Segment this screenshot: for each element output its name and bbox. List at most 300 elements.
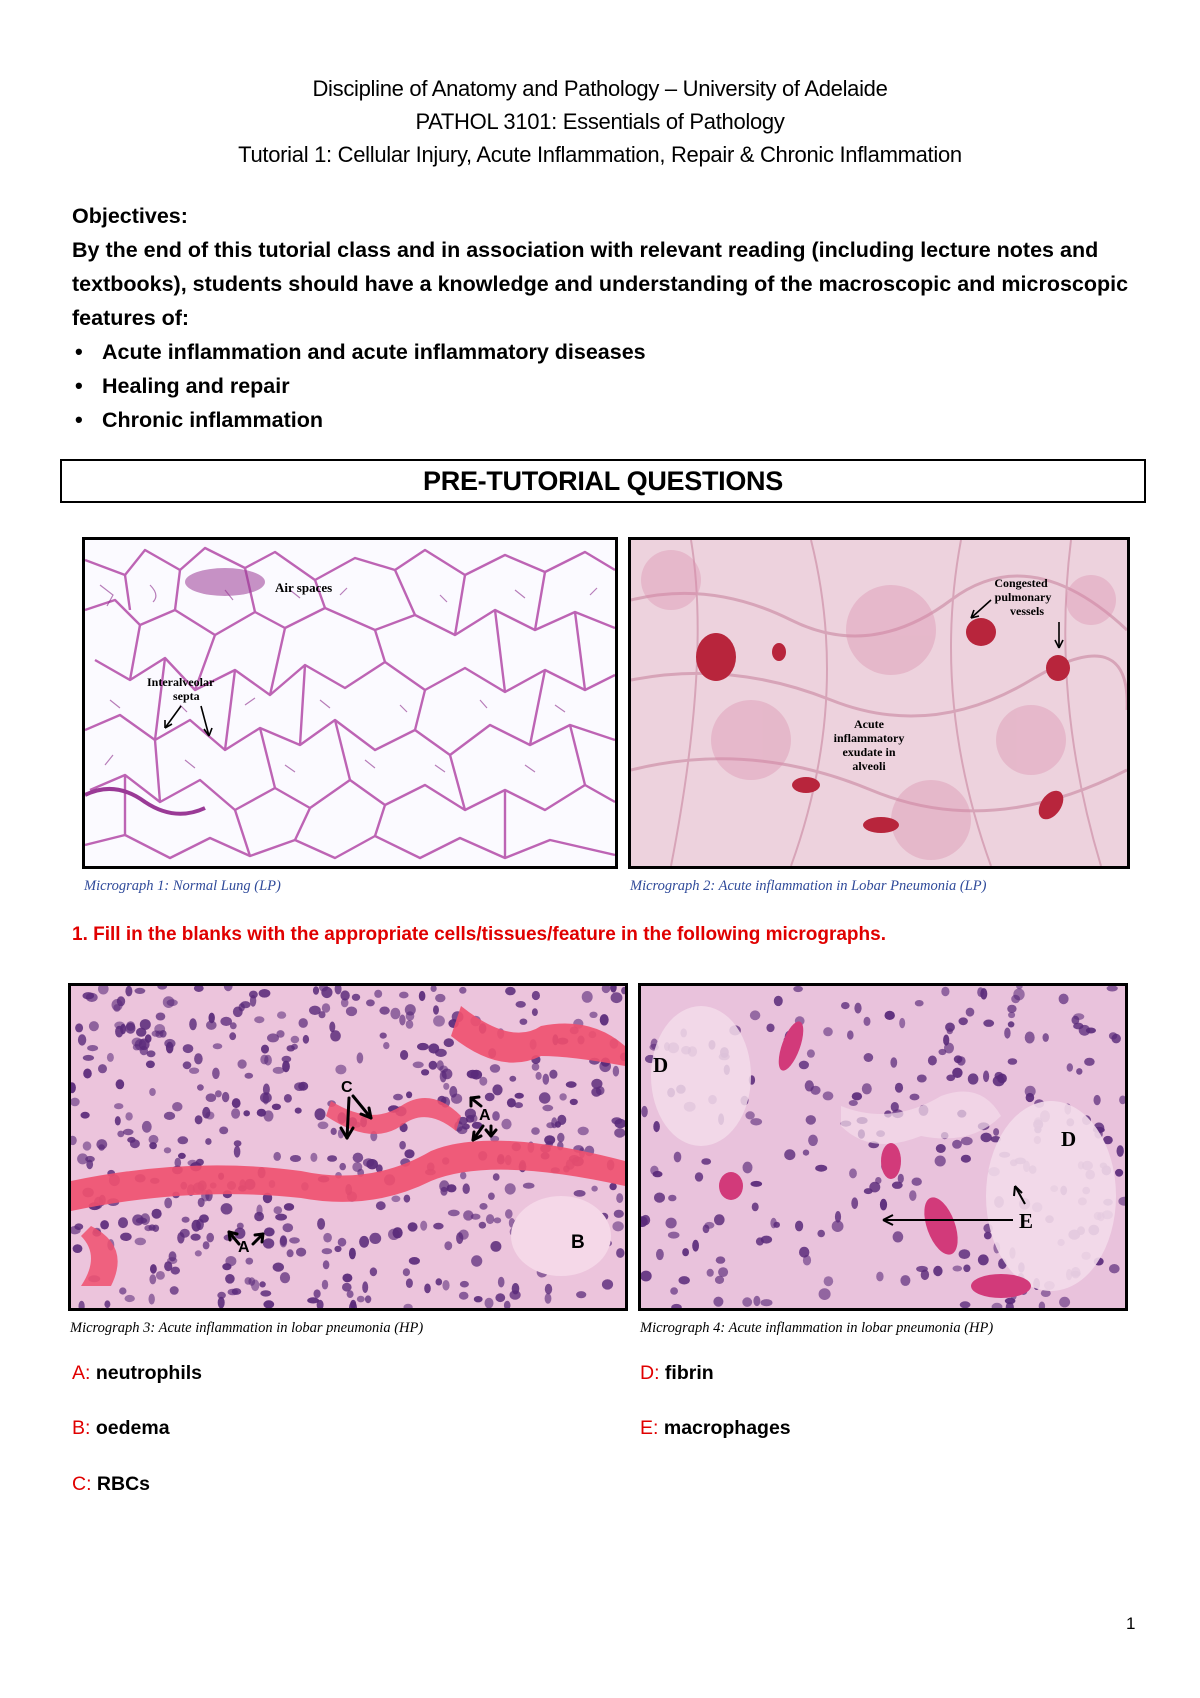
cell-nucleus	[1079, 1025, 1091, 1036]
cell-nucleus	[419, 991, 426, 1001]
cell-nucleus	[695, 1172, 703, 1181]
cell-nucleus	[346, 1007, 357, 1017]
cell-nucleus	[171, 1267, 180, 1275]
cell-nucleus	[98, 1064, 107, 1073]
cell-nucleus	[566, 1081, 577, 1088]
cell-nucleus	[966, 1008, 975, 1017]
cell-nucleus	[291, 1036, 300, 1043]
cell-nucleus	[164, 1112, 175, 1120]
cell-nucleus	[1059, 1297, 1070, 1308]
cell-nucleus	[296, 1248, 306, 1257]
cell-nucleus	[928, 1056, 937, 1066]
cell-nucleus	[273, 1067, 285, 1074]
cell-nucleus	[424, 1284, 431, 1294]
cell-nucleus	[515, 1093, 524, 1099]
cell-nucleus	[1072, 1016, 1080, 1025]
cell-nucleus	[546, 1122, 554, 1128]
answer-E-value: macrophages	[663, 1417, 791, 1439]
cell-nucleus	[656, 1249, 664, 1260]
cell-nucleus	[495, 1293, 505, 1302]
cell-nucleus	[437, 1060, 444, 1070]
answer-D-label: D:	[640, 1362, 660, 1384]
cell-nucleus	[1109, 1264, 1120, 1273]
cell-nucleus	[531, 1127, 540, 1135]
cell-nucleus	[123, 1129, 134, 1135]
cell-nucleus	[1008, 1012, 1015, 1018]
cell-nucleus	[284, 1094, 292, 1103]
cell-nucleus	[505, 987, 516, 995]
cell-nucleus	[357, 1296, 365, 1303]
cell-nucleus	[435, 994, 445, 1002]
cell-nucleus	[532, 991, 540, 1000]
cell-nucleus	[803, 1150, 809, 1156]
cell-nucleus	[766, 1024, 774, 1033]
cell-nucleus	[523, 1183, 535, 1189]
cell-nucleus	[194, 1053, 203, 1064]
cell-nucleus	[935, 1156, 946, 1167]
cell-nucleus	[885, 1011, 895, 1020]
cell-nucleus	[1084, 1058, 1095, 1066]
cell-nucleus	[83, 1069, 92, 1079]
cell-nucleus	[784, 1149, 795, 1160]
cell-nucleus	[189, 1068, 199, 1074]
cell-nucleus	[195, 1115, 203, 1124]
label-inflammatory: inflammatory	[833, 731, 905, 745]
cell-nucleus	[399, 1015, 405, 1026]
cell-nucleus	[307, 1297, 319, 1303]
cell-nucleus	[86, 1160, 93, 1170]
cell-nucleus	[957, 1056, 966, 1065]
cell-nucleus	[443, 1083, 449, 1090]
cell-nucleus	[591, 1186, 597, 1192]
cell-nucleus	[146, 1061, 155, 1069]
cell-nucleus	[406, 1278, 413, 1288]
cell-nucleus	[492, 1084, 502, 1095]
cell-nucleus	[349, 1248, 356, 1260]
cell-nucleus	[232, 1098, 241, 1108]
cell-nucleus	[177, 1232, 184, 1243]
cell-nucleus	[257, 1109, 266, 1117]
cell-nucleus	[310, 1153, 317, 1162]
cell-nucleus	[494, 1217, 502, 1223]
cell-nucleus	[1094, 1095, 1101, 1105]
cell-nucleus	[959, 1017, 968, 1025]
cell-nucleus	[616, 1193, 623, 1203]
cell-nucleus	[260, 1290, 271, 1296]
cell-nucleus	[900, 1275, 910, 1286]
cell-nucleus	[234, 1140, 242, 1146]
cell-nucleus	[467, 1070, 479, 1079]
cell-nucleus	[275, 1214, 287, 1221]
cell-nucleus	[449, 1086, 457, 1098]
cell-nucleus	[149, 1274, 156, 1284]
cell-nucleus	[1067, 1063, 1073, 1071]
cell-nucleus	[73, 1244, 83, 1253]
cell-nucleus	[183, 1044, 194, 1053]
cell-nucleus	[668, 1232, 680, 1239]
cell-nucleus	[501, 1119, 511, 1130]
cell-nucleus	[189, 1018, 197, 1030]
cell-nucleus	[961, 1155, 971, 1163]
cell-nucleus	[589, 1012, 597, 1018]
cell-nucleus	[206, 1093, 217, 1102]
cell-nucleus	[421, 1069, 429, 1075]
cell-nucleus	[510, 1290, 521, 1299]
cell-nucleus	[944, 1043, 954, 1054]
cell-nucleus	[260, 1055, 268, 1065]
cell-nucleus	[167, 999, 178, 1006]
cell-nucleus	[104, 1300, 110, 1308]
answer-A-label: A:	[72, 1362, 91, 1384]
cell-nucleus	[849, 1100, 858, 1106]
cell-nucleus	[1007, 1005, 1016, 1013]
cell-nucleus	[225, 1274, 235, 1284]
objective-item: • Chronic inflammation	[72, 403, 1142, 437]
caption-micrograph-2: Micrograph 2: Acute inflammation in Lobar Pneumonia (LP)	[630, 878, 987, 894]
micrograph-2-lobar-pneumonia-lp	[628, 537, 1130, 869]
answer-E	[640, 1417, 791, 1440]
cell-nucleus	[505, 1183, 516, 1194]
cell-nucleus	[406, 1091, 412, 1098]
cell-nucleus	[322, 1003, 330, 1013]
cell-nucleus	[773, 1222, 780, 1228]
cell-nucleus	[890, 1057, 897, 1068]
cell-nucleus	[433, 1005, 439, 1014]
cell-nucleus	[614, 1210, 624, 1218]
answer-B	[72, 1417, 170, 1440]
cell-nucleus	[221, 1203, 233, 1214]
cell-nucleus	[456, 1232, 463, 1244]
cell-nucleus	[290, 1155, 301, 1162]
cell-nucleus	[701, 1158, 711, 1165]
cell-nucleus	[405, 1004, 416, 1015]
cell-nucleus	[135, 988, 146, 994]
cell-nucleus	[479, 1077, 487, 1086]
cell-nucleus	[493, 1173, 500, 1181]
cell-nucleus	[267, 1033, 279, 1042]
cell-nucleus	[653, 1121, 660, 1132]
document-header	[0, 72, 1200, 171]
cell-nucleus	[485, 1298, 494, 1308]
cell-nucleus	[107, 1053, 114, 1062]
cell-nucleus	[963, 1265, 970, 1273]
cell-nucleus	[192, 1220, 201, 1232]
cell-nucleus	[246, 1258, 254, 1265]
cell-nucleus	[98, 1144, 105, 1150]
cell-nucleus	[323, 1233, 332, 1243]
cell-nucleus	[135, 1039, 147, 1050]
cell-nucleus	[444, 1241, 452, 1250]
cell-nucleus	[315, 1108, 326, 1120]
cell-nucleus	[219, 1127, 228, 1135]
cell-nucleus	[238, 1059, 247, 1068]
cell-nucleus	[289, 1237, 300, 1243]
label-interalveolar: Interalveolar	[147, 675, 215, 689]
cell-nucleus	[761, 1236, 772, 1244]
cell-nucleus	[849, 1168, 857, 1178]
micrograph-4-lobar-pneumonia-hp	[638, 983, 1128, 1311]
cell-nucleus	[516, 1001, 526, 1008]
cell-nucleus	[582, 991, 593, 1003]
cell-nucleus	[167, 1257, 177, 1264]
cell-nucleus	[83, 1055, 94, 1061]
cell-nucleus	[479, 1203, 487, 1210]
cell-nucleus	[545, 1293, 552, 1304]
cell-nucleus	[149, 1142, 157, 1149]
cell-nucleus	[463, 1183, 470, 1194]
cell-nucleus	[249, 991, 258, 999]
cell-nucleus	[486, 1214, 494, 1224]
cell-nucleus	[542, 1105, 553, 1111]
cell-nucleus	[202, 1107, 210, 1119]
answer-D	[640, 1362, 714, 1385]
cell-nucleus	[539, 1092, 551, 1103]
cell-nucleus	[75, 1023, 83, 1032]
cell-nucleus	[334, 1246, 341, 1252]
cell-nucleus	[824, 1276, 834, 1286]
cell-nucleus	[799, 1247, 809, 1258]
label-exudate-in: exudate in	[842, 745, 896, 759]
header-course: PATHOL 3101: Essentials of Pathology	[415, 109, 785, 134]
answer-A	[72, 1362, 202, 1385]
caption-micrograph-3: Micrograph 3: Acute inflammation in lobar pneumonia (HP)	[70, 1320, 424, 1336]
caption-micrograph-1: Micrograph 1: Normal Lung (LP)	[84, 878, 281, 894]
cell-nucleus	[864, 1017, 871, 1026]
cell-nucleus	[761, 1299, 773, 1306]
cell-nucleus	[404, 1149, 414, 1158]
cell-nucleus	[135, 1238, 146, 1246]
objectives-intro: By the end of this tutorial class and in association with relevant reading (including lecture notes and textbooks), students should have a knowledge and understanding of the macroscopic and microscopic features of:	[72, 238, 1129, 330]
cell-nucleus	[947, 1028, 953, 1034]
cell-nucleus	[753, 1296, 760, 1306]
cell-nucleus	[936, 1144, 946, 1153]
cell-nucleus	[342, 1283, 352, 1292]
cell-nucleus	[807, 1049, 815, 1057]
cell-nucleus	[229, 1032, 236, 1040]
cell-nucleus	[130, 1139, 140, 1148]
cell-nucleus	[115, 1116, 121, 1125]
cell-nucleus	[707, 1269, 714, 1277]
cell-nucleus	[191, 1234, 201, 1241]
cell-nucleus	[228, 1289, 239, 1296]
cell-nucleus	[263, 1238, 274, 1248]
cell-nucleus	[231, 1108, 240, 1119]
cell-nucleus	[435, 1049, 447, 1057]
cell-nucleus	[393, 1094, 403, 1101]
cell-nucleus	[1004, 1028, 1010, 1039]
cell-nucleus	[679, 1276, 690, 1284]
cell-nucleus	[352, 994, 360, 1001]
cell-nucleus	[366, 1159, 378, 1169]
cell-nucleus	[119, 1287, 126, 1294]
cell-nucleus	[403, 1268, 410, 1276]
cell-nucleus	[340, 990, 349, 1000]
cell-nucleus	[520, 1019, 528, 1025]
cell-nucleus	[261, 1045, 269, 1054]
cell-nucleus	[978, 1254, 989, 1265]
cell-nucleus	[429, 1061, 438, 1070]
cell-nucleus	[164, 1039, 175, 1048]
cell-nucleus	[448, 1210, 460, 1217]
cell-nucleus	[280, 1272, 290, 1283]
cell-nucleus	[222, 1092, 229, 1102]
label-vessels: vessels	[1010, 604, 1044, 618]
cell-nucleus	[100, 1220, 109, 1229]
page-number: 1	[1126, 1614, 1136, 1633]
cell-nucleus	[114, 1022, 125, 1030]
cell-nucleus	[272, 1104, 281, 1110]
cell-nucleus	[225, 1256, 236, 1266]
cell-nucleus	[670, 1287, 678, 1295]
cell-nucleus	[921, 1270, 929, 1281]
objective-item: • Healing and repair	[72, 369, 1142, 403]
cell-nucleus	[393, 1227, 403, 1238]
cell-nucleus	[156, 1271, 165, 1280]
cell-nucleus	[823, 1027, 833, 1036]
cell-nucleus	[474, 1296, 483, 1302]
cell-nucleus	[574, 1190, 586, 1197]
cell-nucleus	[578, 1127, 589, 1136]
cell-nucleus	[164, 1198, 172, 1209]
question-1: 1. Fill in the blanks with the appropriate cells/tissues/feature in the following micrographs.	[72, 924, 886, 945]
cell-nucleus	[460, 1172, 466, 1180]
cell-nucleus	[369, 1233, 381, 1244]
cell-nucleus	[298, 1082, 308, 1091]
cell-nucleus	[505, 1209, 513, 1219]
cell-nucleus	[87, 1045, 98, 1051]
answer-E-label: E:	[640, 1417, 659, 1439]
label-A-lower: A	[238, 1239, 250, 1256]
cell-nucleus	[86, 993, 98, 1002]
cell-nucleus	[570, 1099, 578, 1105]
cell-nucleus	[819, 1288, 831, 1300]
cell-nucleus	[299, 1018, 308, 1028]
cell-nucleus	[283, 1223, 294, 1232]
cell-nucleus	[1013, 988, 1024, 1000]
cell-nucleus	[254, 1212, 264, 1221]
cell-nucleus	[277, 1011, 286, 1018]
cell-nucleus	[959, 1249, 971, 1259]
objectives-section	[72, 199, 1142, 437]
objectives-heading: Objectives:	[72, 204, 188, 228]
cell-nucleus	[245, 1073, 254, 1079]
cell-nucleus	[961, 1137, 973, 1146]
cell-nucleus	[120, 1233, 132, 1241]
cell-nucleus	[83, 1141, 92, 1150]
cell-nucleus	[591, 1079, 602, 1089]
cell-nucleus	[715, 1276, 724, 1284]
label-B: B	[571, 1232, 585, 1253]
cell-nucleus	[611, 1117, 622, 1124]
cell-nucleus	[145, 1034, 152, 1043]
cell-nucleus	[125, 1112, 132, 1120]
cell-nucleus	[488, 1193, 495, 1200]
cell-nucleus	[195, 1250, 202, 1256]
cell-nucleus	[203, 1241, 210, 1249]
cell-nucleus	[81, 1112, 90, 1119]
cell-nucleus	[459, 1292, 469, 1300]
cell-nucleus	[981, 1133, 992, 1143]
cell-nucleus	[74, 1223, 83, 1230]
cell-nucleus	[254, 1016, 264, 1023]
cell-nucleus	[362, 1281, 368, 1293]
label-congested: Congested	[994, 576, 1048, 590]
label-C: C	[341, 1079, 353, 1096]
answer-B-label: B:	[72, 1417, 91, 1439]
cell-nucleus	[799, 1061, 809, 1070]
cell-nucleus	[899, 1018, 905, 1028]
cell-nucleus	[743, 1162, 753, 1174]
cell-nucleus	[282, 1056, 292, 1063]
cell-nucleus	[1059, 994, 1069, 1005]
cell-nucleus	[616, 1248, 624, 1258]
cell-nucleus	[215, 1090, 222, 1097]
cell-nucleus	[852, 1092, 862, 1100]
cell-nucleus	[745, 1111, 754, 1119]
cell-nucleus	[459, 987, 466, 994]
cell-nucleus	[433, 1015, 445, 1026]
cell-nucleus	[1115, 1169, 1123, 1177]
cell-nucleus	[408, 1222, 418, 1231]
cell-nucleus	[357, 1052, 364, 1063]
cell-nucleus	[284, 1203, 294, 1211]
cell-nucleus	[909, 1190, 916, 1201]
cell-nucleus	[968, 1073, 979, 1084]
cell-nucleus	[248, 1277, 255, 1286]
cell-nucleus	[460, 1281, 469, 1288]
cell-nucleus	[751, 1181, 763, 1187]
cell-nucleus	[880, 1199, 887, 1211]
cell-nucleus	[243, 1110, 250, 1116]
cell-nucleus	[750, 1118, 762, 1125]
cell-nucleus	[793, 986, 803, 992]
cell-nucleus	[274, 1206, 283, 1214]
cell-nucleus	[1117, 1145, 1124, 1157]
cell-nucleus	[471, 1255, 482, 1266]
cell-nucleus	[433, 1223, 443, 1230]
label-pulmonary: pulmonary	[994, 590, 1052, 604]
cell-nucleus	[280, 1236, 288, 1247]
cell-nucleus	[400, 1050, 408, 1060]
cell-nucleus	[220, 1017, 232, 1026]
cell-nucleus	[444, 1038, 454, 1047]
cell-nucleus	[862, 1083, 872, 1094]
cell-nucleus	[152, 1209, 162, 1219]
cell-nucleus	[149, 1294, 155, 1305]
cell-nucleus	[353, 1153, 364, 1163]
cell-nucleus	[295, 1108, 302, 1114]
cell-nucleus	[406, 1020, 414, 1029]
answer-A-value: neutrophils	[95, 1362, 203, 1384]
cell-nucleus	[854, 1003, 861, 1014]
cell-nucleus	[178, 1136, 189, 1144]
cell-nucleus	[832, 1220, 844, 1232]
cell-nucleus	[112, 999, 123, 1011]
caption-micrograph-4: Micrograph 4: Acute inflammation in lobar pneumonia (HP)	[640, 1320, 994, 1336]
cell-nucleus	[212, 1068, 220, 1079]
cell-nucleus	[331, 1128, 337, 1135]
micrograph-3-lobar-pneumonia-hp	[68, 983, 628, 1311]
section-title: PRE-TUTORIAL QUESTIONS	[60, 459, 1146, 503]
cell-nucleus	[960, 1301, 971, 1308]
cell-nucleus	[152, 1030, 160, 1036]
cell-nucleus	[413, 1062, 424, 1069]
label-septa: septa	[173, 689, 200, 703]
cell-nucleus	[532, 1063, 540, 1071]
cell-nucleus	[952, 1140, 962, 1149]
cell-nucleus	[118, 1217, 128, 1228]
cell-nucleus	[614, 1128, 625, 1138]
